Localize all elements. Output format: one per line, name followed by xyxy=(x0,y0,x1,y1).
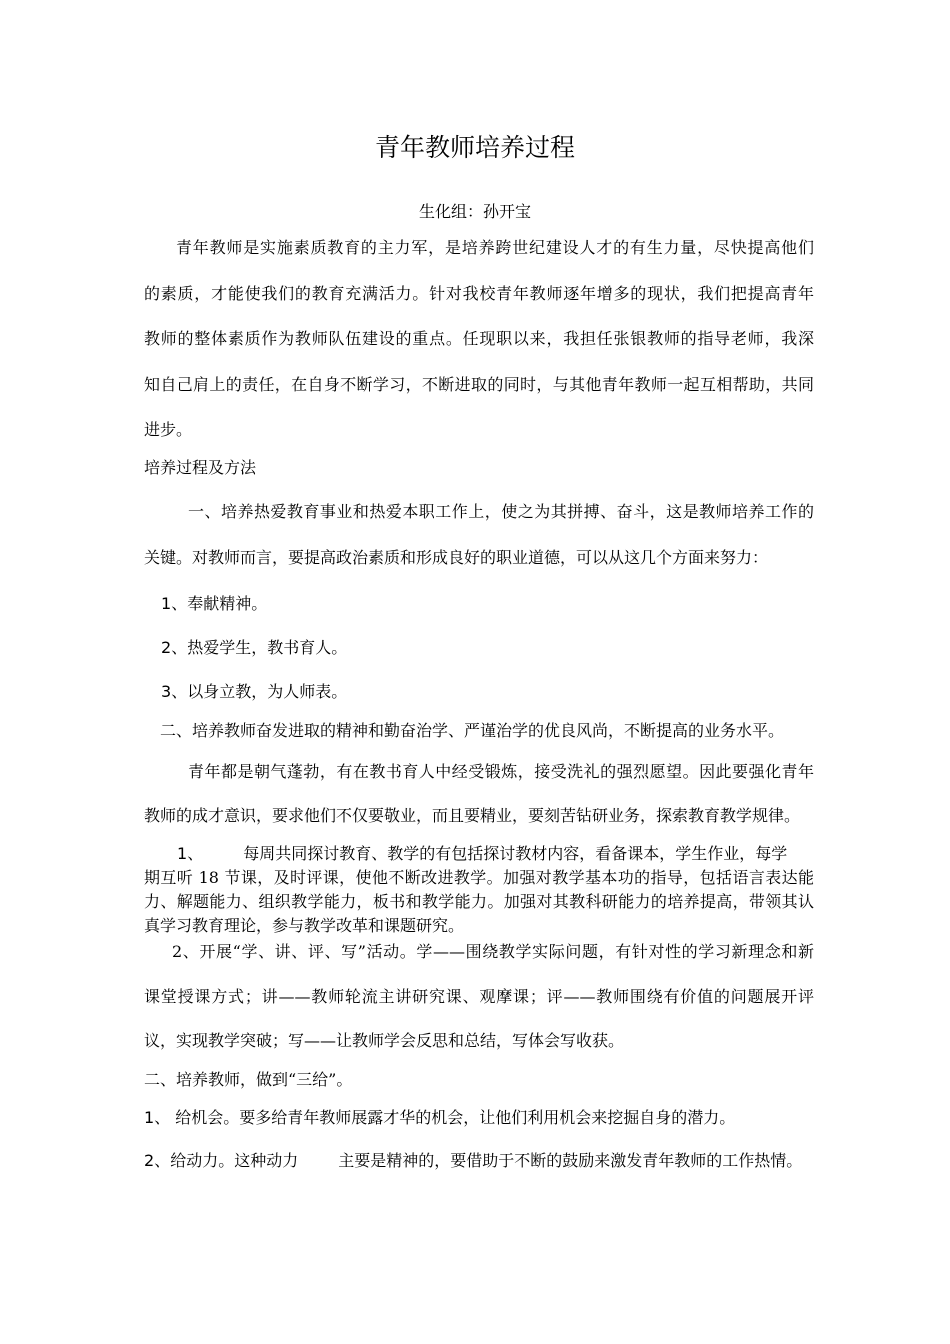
item-number: 1 xyxy=(144,1108,155,1127)
part1-item-1 xyxy=(161,592,831,616)
item-text: 、给动力。这种动力 xyxy=(154,1151,299,1170)
part3-heading: 二、培养教师，做到“三给”。 xyxy=(144,1070,353,1089)
item-number: 1 xyxy=(177,844,188,863)
intro-line-3: 教师的整体素质作为教师队伍建设的重点。任现职以来，我担任张银教师的指导老师，我深 xyxy=(144,329,814,348)
item-b-line-1: 2、开展“学、讲、评、写”活动。学——围绕教学实际问题，有针对性的学习新理念和新 xyxy=(172,942,814,961)
item-number: 1 xyxy=(161,594,172,613)
item-number: 2 xyxy=(161,638,172,657)
item-text: 每周共同探讨教育、教学的有包括探讨教材内容，看备课本，学生作业，每学 xyxy=(243,844,788,863)
document-author: 生化组：孙开宝 xyxy=(418,202,531,221)
item-separator: 、 xyxy=(187,844,204,863)
part3-item-2 xyxy=(144,1149,814,1173)
item-number: 2 xyxy=(144,1151,155,1170)
item-b-line-3: 议，实现教学突破；写——让教师学会反思和总结，写体会写收获。 xyxy=(144,1031,625,1050)
intro-line-2: 的素质，才能使我们的教育充满活力。针对我校青年教师逐年增多的现状，我们把提高青年 xyxy=(144,284,814,303)
item-a-line-2: 期互听 18 节课，及时评课，使他不断改进教学。加强对教学基本功的指导，包括语言表达能 xyxy=(144,868,814,887)
part1-item-2 xyxy=(161,636,831,660)
item-text: 、 给机会。要多给青年教师展露才华的机会，让他们利用机会来挖掘自身的潜力。 xyxy=(154,1108,736,1127)
part2-line-2: 教师的成才意识，要求他们不仅要敬业，而且要精业，要刻苦钻研业务，探索教育教学规律。 xyxy=(144,806,801,825)
part2-heading: 二、培养教师奋发进取的精神和勤奋治学、严谨治学的优良风尚，不断提高的业务水平。 xyxy=(160,721,785,740)
part1-item-3 xyxy=(161,680,831,704)
part1-line-2: 关键。对教师而言，要提高政治素质和形成良好的职业道德，可以从这几个方面来努力： xyxy=(144,548,769,567)
item-text-continued: 主要是精神的，要借助于不断的鼓励来激发青年教师的工作热情。 xyxy=(338,1151,803,1170)
part3-item-1 xyxy=(144,1106,814,1130)
document-title: 青年教师培养过程 xyxy=(374,133,575,162)
item-text: 、热爱学生，教书育人。 xyxy=(171,638,348,657)
intro-line-1: 青年教师是实施素质教育的主力军，是培养跨世纪建设人才的有生力量，尽快提高他们 xyxy=(176,238,814,257)
intro-line-5: 进步。 xyxy=(144,420,193,439)
part2-line-1: 青年都是朝气蓬勃，有在教书育人中经受锻炼，接受洗礼的强烈愿望。因此要强化青年 xyxy=(188,762,814,781)
intro-line-4: 知自己肩上的责任，在自身不断学习，不断进取的同时，与其他青年教师一起互相帮助，共同 xyxy=(144,375,814,394)
item-a-line-4: 真学习教育理论，参与教学改革和课题研究。 xyxy=(144,916,465,935)
section-heading: 培养过程及方法 xyxy=(144,458,257,477)
item-text: 、以身立教，为人师表。 xyxy=(171,682,348,701)
item-a-line-1 xyxy=(177,842,814,866)
item-b-line-2: 课堂授课方式；讲——教师轮流主讲研究课、观摩课；评——教师围绕有价值的问题展开评 xyxy=(144,987,814,1006)
item-a-line-3: 力、解题能力、组织教学能力，板书和教学能力。加强对其教科研能力的培养提高，带领其认 xyxy=(144,892,814,911)
part1-line-1: 一、培养热爱教育事业和热爱本职工作上，使之为其拼搏、奋斗，这是教师培养工作的 xyxy=(188,502,814,521)
item-number: 3 xyxy=(161,682,172,701)
item-text: 、奉献精神。 xyxy=(171,594,268,613)
